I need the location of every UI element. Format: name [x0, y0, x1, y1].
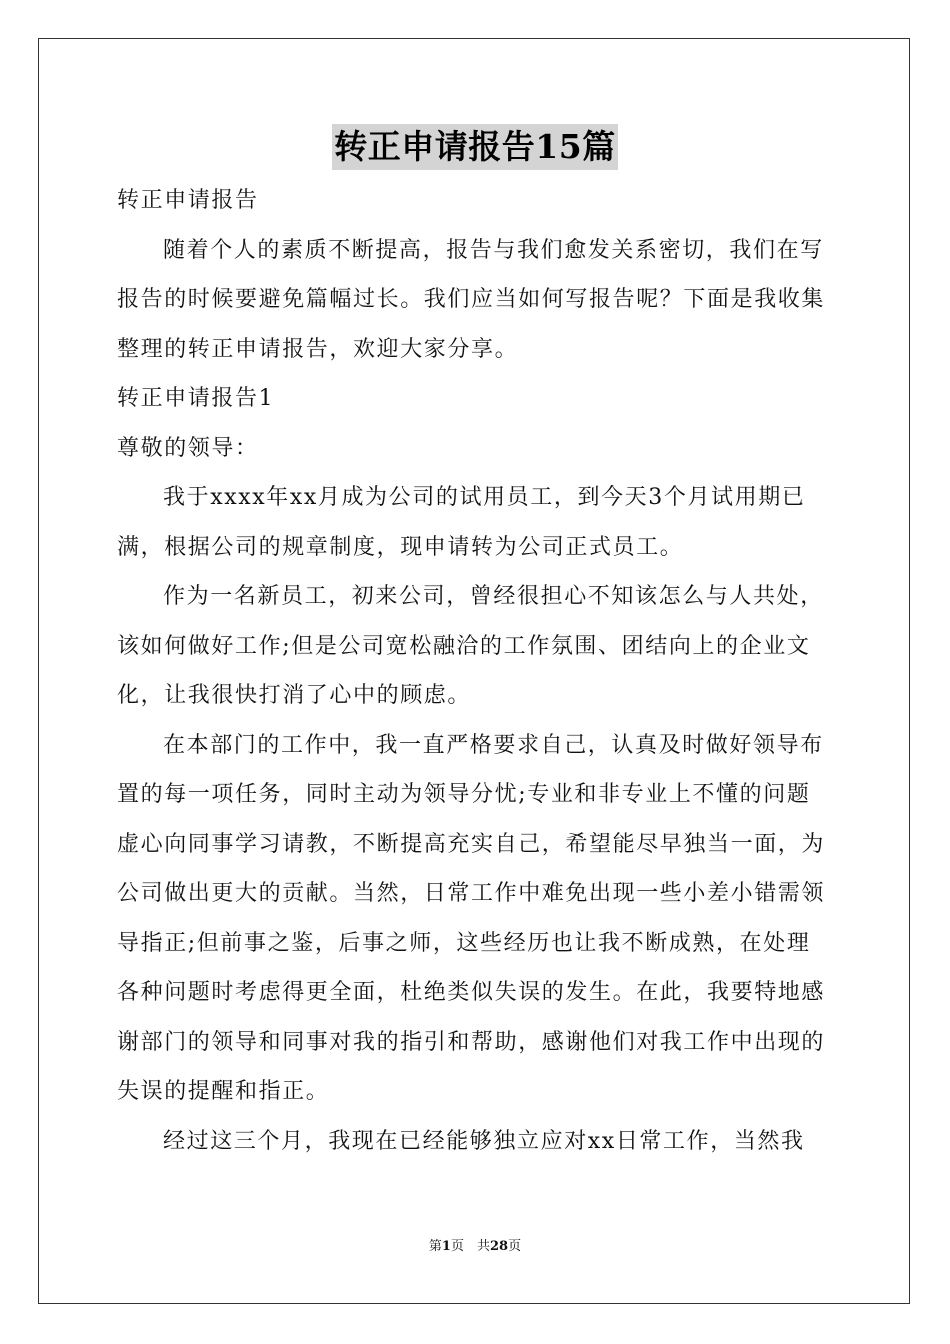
page-suffix: 页: [508, 1239, 522, 1254]
paragraph-line: 公司做出更大的贡献。当然，日常工作中难免出现一些小差小错需领: [117, 881, 826, 906]
page-footer: [0, 1238, 950, 1256]
paragraph-line: 失误的提醒和指正。: [117, 1079, 330, 1104]
paragraph-line: 整理的转正申请报告，欢迎大家分享。: [117, 336, 519, 362]
paragraph-line: 该如何做好工作;但是公司宽松融洽的工作氛围、团结向上的企业文: [117, 633, 811, 659]
title-container: [0, 124, 950, 170]
section-heading: 转正申请报告: [117, 188, 259, 213]
paragraph-line: 谢部门的领导和同事对我的指引和帮助，感谢他们对我工作中出现的: [117, 1029, 826, 1055]
section-heading: 转正申请报告1: [117, 386, 275, 411]
paragraph-line: 在本部门的工作中，我一直严格要求自己，认真及时做好领导布: [163, 732, 824, 758]
document-title: 转正申请报告15篇: [332, 124, 617, 170]
paragraph-line: 作为一名新员工，初来公司，曾经很担心不知该怎么与人共处，: [163, 584, 824, 609]
paragraph-line: 化，让我很快打消了心中的顾虑。: [117, 683, 472, 708]
page-mid: 页 共: [450, 1239, 490, 1254]
paragraph-line: 我于xxxx年xx月成为公司的试用员工，到今天3个月试用期已: [163, 485, 806, 510]
paragraph-line: 各种问题时考虑得更全面，杜绝类似失误的发生。在此，我要特地感: [117, 980, 826, 1005]
current-page-number: 1: [441, 1239, 451, 1254]
paragraph-line: 报告的时候要避免篇幅过长。我们应当如何写报告呢？下面是我收集: [117, 287, 826, 312]
total-page-number: 28: [489, 1239, 509, 1254]
paragraph-line: 经过这三个月，我现在已经能够独立应对xx日常工作，当然我: [163, 1128, 805, 1154]
paragraph-line: 随着个人的素质不断提高，报告与我们愈发关系密切，我们在写: [163, 237, 824, 263]
paragraph-line: 满，根据公司的规章制度，现申请转为公司正式员工。: [117, 534, 684, 560]
paragraph-line: 虚心向同事学习请教，不断提高充实自己，希望能尽早独当一面，为: [117, 831, 826, 857]
paragraph-line: 置的每一项任务，同时主动为领导分忧;专业和非专业上不懂的问题: [117, 782, 811, 807]
paragraph-line: 导指正;但前事之鉴，后事之师，这些经历也让我不断成熟，在处理: [117, 930, 811, 956]
document-body: [117, 176, 835, 1166]
page-prefix: 第: [428, 1239, 442, 1254]
salutation: 尊敬的领导：: [117, 435, 259, 461]
